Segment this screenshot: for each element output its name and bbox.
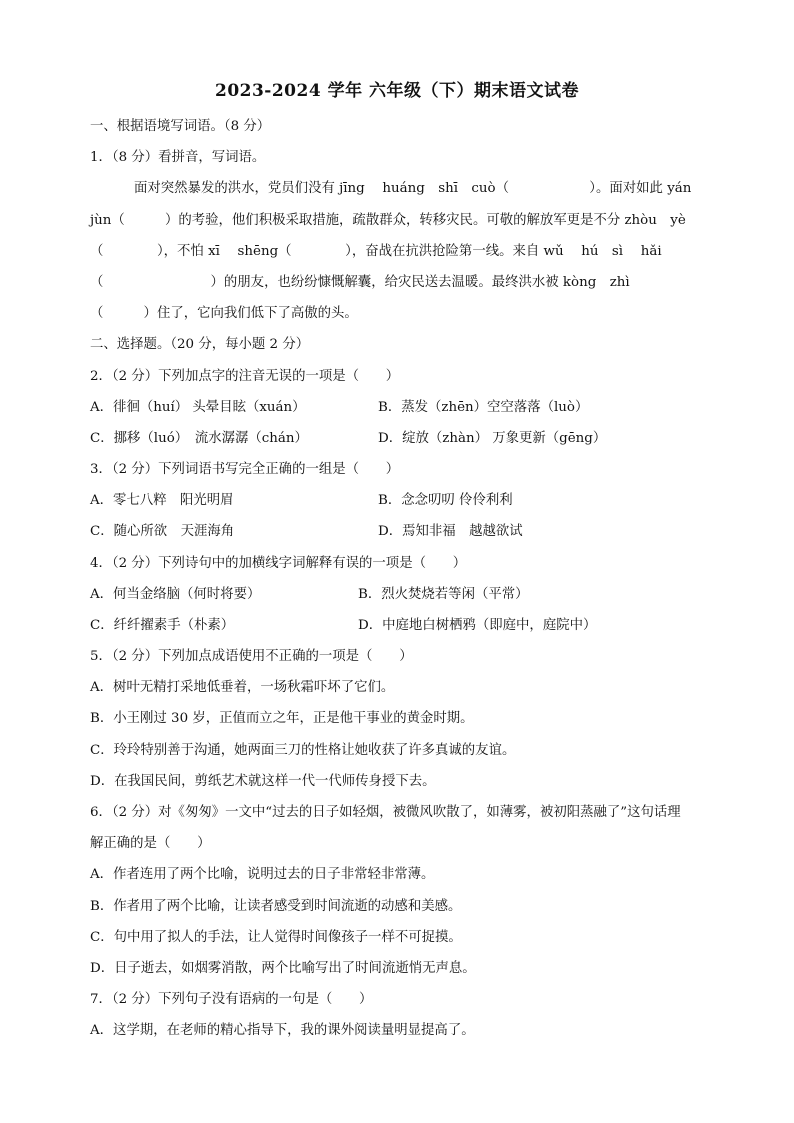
q5-option-c: C．玲玲特别善于沟通，她两面三刀的性格让她收获了许多真诚的友谊。 — [90, 743, 516, 758]
q2-option-d: D．绽放（zhàn） 万象更新（gēng） — [378, 431, 607, 446]
q2-stem: 2．（2 分）下列加点字的注音无误的一项是（ ） — [90, 369, 400, 384]
q3-stem: 3．（2 分）下列词语书写完全正确的一组是（ ） — [90, 462, 400, 477]
q6-option-b: B．作者用了两个比喻，让读者感受到时间流逝的动感和美感。 — [90, 899, 462, 914]
exam-title: 2023-2024 学年 六年级（下）期末语文试卷 — [214, 81, 580, 101]
q2-option-a: A．徘徊（huí） 头晕目眩（xuán） — [90, 400, 306, 415]
q6-option-c: C．句中用了拟人的手法，让人觉得时间像孩子一样不可捉摸。 — [90, 930, 462, 945]
q1-stem: 1．（8 分）看拼音，写词语。 — [90, 150, 266, 165]
q3-option-d: D．焉知非福 越越欲试 — [378, 524, 523, 539]
q4-option-c: C．纤纤擢素手（朴素） — [90, 618, 235, 633]
q4-option-a: A．何当金络脑（何时将要） — [90, 587, 261, 602]
q3-option-c: C．随心所欲 天涯海角 — [90, 524, 235, 539]
q6-option-a: A．作者连用了两个比喻，说明过去的日子非常轻非常薄。 — [90, 867, 435, 882]
q3-option-a: A．零七八粹 阳光明眉 — [90, 493, 234, 508]
q1-passage-line-5: （ ）住了，它向我们低下了高傲的头。 — [90, 306, 358, 321]
q7-option-a: A．这学期，在老师的精心指导下，我的课外阅读量明显提高了。 — [90, 1023, 475, 1038]
q1-passage-line-4: （ ）的朋友，也纷纷慷慨解囊，给灾民送去温暖。最终洪水被 kòng zhì — [90, 275, 630, 290]
q4-option-b: B．烈火焚烧若等闲（平常） — [358, 587, 529, 602]
q6-option-d: D．日子逝去，如烟雾消散，两个比喻写出了时间流逝悄无声息。 — [90, 961, 476, 976]
q5-option-b: B．小王刚过 30 岁，正值而立之年，正是他干事业的黄金时期。 — [90, 711, 474, 726]
q4-stem: 4．（2 分）下列诗句中的加横线字词解释有误的一项是（ ） — [90, 556, 467, 571]
q6-stem-line-2: 解正确的是（ ） — [90, 836, 211, 851]
q2-option-c: C．挪移（luó） 流水潺潺（chán） — [90, 431, 308, 446]
q4-option-d: D．中庭地白树栖鸦（即庭中，庭院中） — [358, 618, 597, 633]
section1-heading: 一、根据语境写词语。（8 分） — [90, 119, 271, 134]
q1-passage-line-2: jùn（ ）的考验，他们积极采取措施，疏散群众，转移灾民。可敬的解放军更是不分 zhòu yè — [90, 213, 686, 228]
q1-passage-line-3: （ ），不怕 xī shēng（ ），奋战在抗洪抢险第一线。来自 wǔ hú sì hǎi — [90, 244, 662, 259]
q7-stem: 7．（2 分）下列句子没有语病的一句是（ ） — [90, 992, 373, 1007]
q5-option-a: A．树叶无精打采地低垂着，一场秋霜吓坏了它们。 — [90, 680, 395, 695]
q5-stem: 5．（2 分）下列加点成语使用不正确的一项是（ ） — [90, 649, 413, 664]
q1-passage-line-1: 面对突然暴发的洪水，党员们没有 jīng huáng shī cuò（ ）。面对如此 yán — [134, 181, 692, 196]
q3-option-b: B．念念叨叨 伶伶利利 — [378, 493, 513, 508]
q2-option-b: B．蒸发（zhēn）空空落落（luò） — [378, 400, 589, 415]
q6-stem-line-1: 6．（2 分）对《匆匆》一文中“过去的日子如轻烟，被微风吹散了，如薄雾，被初阳蒸融了”这句话理 — [90, 805, 681, 820]
q5-option-d: D．在我国民间，剪纸艺术就这样一代一代师传身授下去。 — [90, 774, 436, 789]
section2-heading: 二、选择题。（20 分，每小题 2 分） — [90, 337, 310, 352]
